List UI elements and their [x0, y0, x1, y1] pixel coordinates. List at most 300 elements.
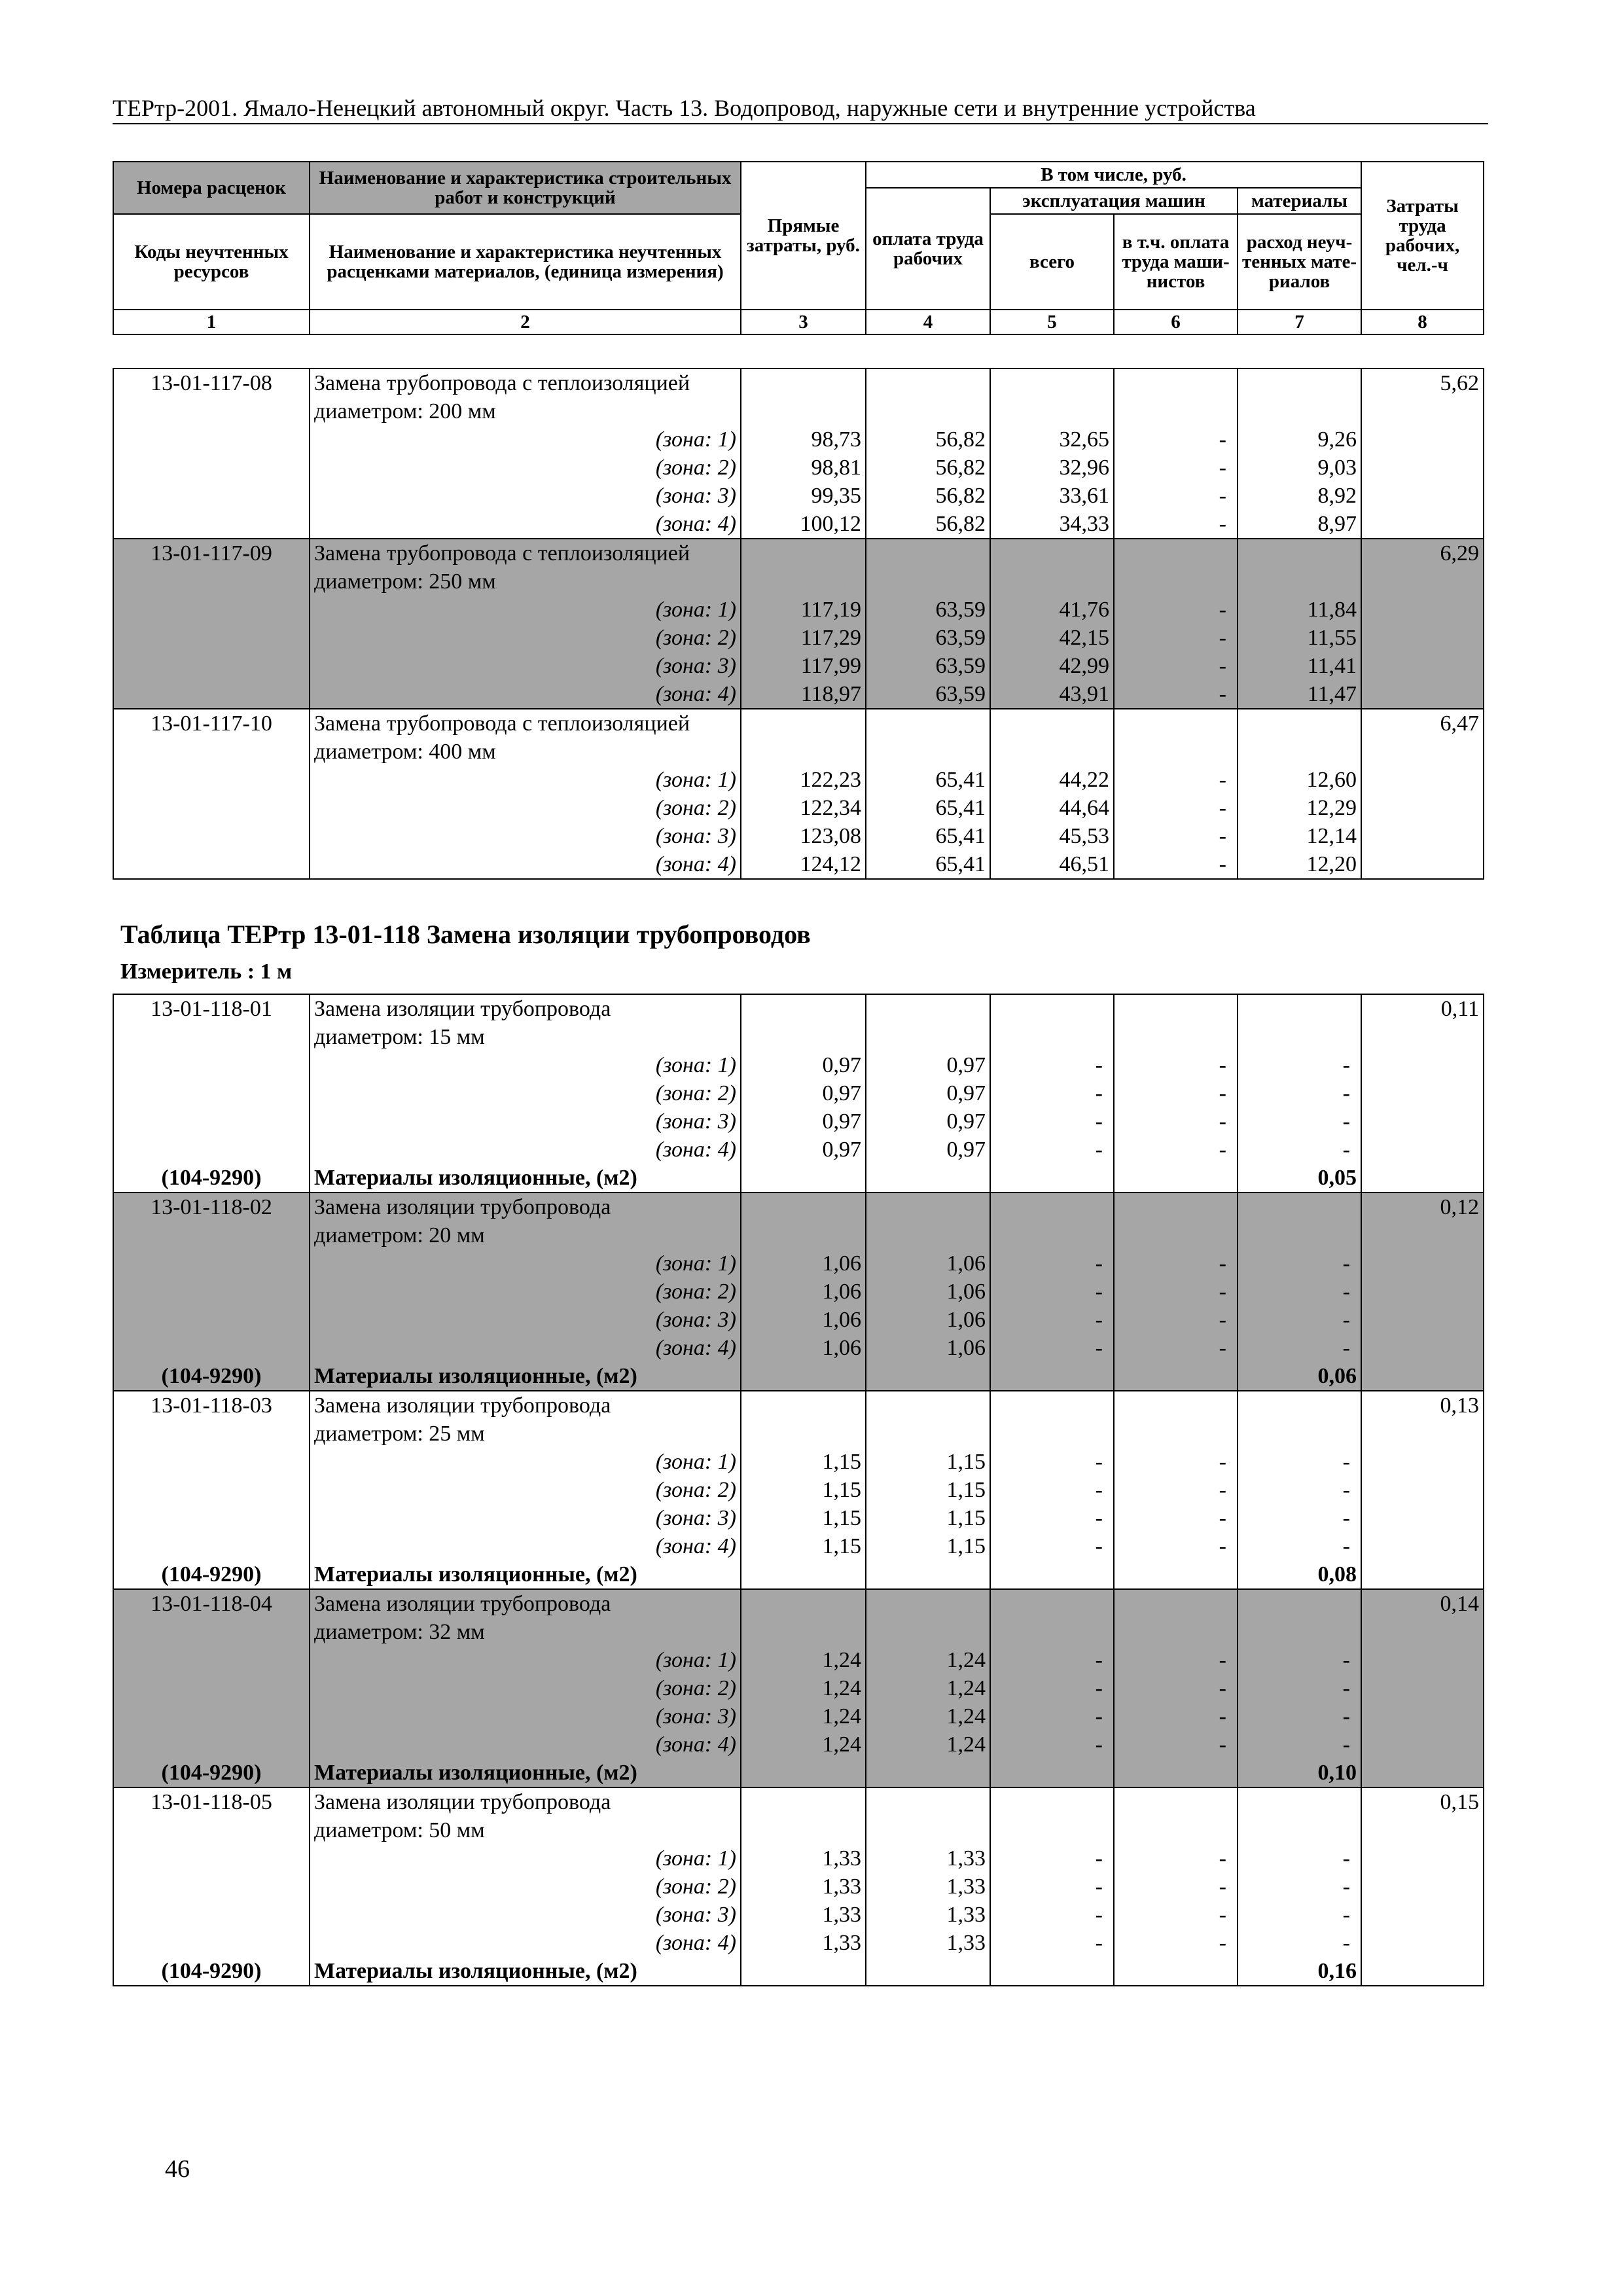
materials-cost: 11,41	[1238, 652, 1361, 680]
materials-cost: -	[1238, 1448, 1361, 1476]
empty-cell	[1238, 738, 1361, 766]
empty-cell	[990, 1589, 1114, 1618]
empty-cell	[1114, 1420, 1238, 1448]
empty-cell	[990, 567, 1114, 596]
machinist-pay: -	[1114, 680, 1238, 709]
empty-cell	[990, 1391, 1114, 1420]
empty-cell	[866, 1589, 990, 1618]
table-row	[113, 850, 1484, 879]
direct-cost: 0,97	[741, 1107, 866, 1136]
machinist-pay: -	[1114, 1646, 1238, 1674]
empty-cell	[113, 1532, 310, 1560]
empty-cell	[741, 1023, 866, 1051]
direct-cost: 1,33	[741, 1901, 866, 1929]
zone-label: (зона: 4)	[310, 510, 741, 539]
resource-quantity: 0,08	[1238, 1560, 1361, 1589]
empty-cell	[741, 994, 866, 1023]
labor-pay: 1,06	[866, 1306, 990, 1334]
empty-cell	[1114, 1759, 1238, 1787]
machinist-pay: -	[1114, 1702, 1238, 1731]
empty-cell	[113, 652, 310, 680]
col-codes-header: Номера расценок	[113, 162, 310, 214]
machinist-pay: -	[1114, 596, 1238, 624]
direct-cost: 1,15	[741, 1476, 866, 1504]
empty-cell	[1114, 1957, 1238, 1986]
empty-cell	[1114, 1023, 1238, 1051]
table-row	[113, 567, 1484, 596]
page-number: 46	[165, 2155, 190, 2183]
direct-cost: 1,06	[741, 1306, 866, 1334]
table-row	[113, 1193, 1484, 1221]
empty-cell	[990, 1164, 1114, 1193]
direct-cost: 1,33	[741, 1873, 866, 1901]
direct-cost: 1,24	[741, 1674, 866, 1702]
empty-cell	[990, 994, 1114, 1023]
empty-cell	[113, 1107, 310, 1136]
machinist-pay: -	[1114, 794, 1238, 822]
machinist-pay: -	[1114, 1107, 1238, 1136]
zone-label: (зона: 4)	[310, 1136, 741, 1164]
work-name: Замена изоляции трубопровода	[310, 1589, 741, 1618]
empty-cell	[1238, 397, 1361, 425]
machinist-pay: -	[1114, 1929, 1238, 1957]
empty-cell	[1238, 994, 1361, 1023]
empty-cell	[741, 1560, 866, 1589]
empty-cell	[741, 368, 866, 397]
labor-pay: 63,59	[866, 680, 990, 709]
resource-name: Материалы изоляционные, (м2)	[310, 1759, 741, 1787]
machine-cost: -	[990, 1646, 1114, 1674]
empty-cell	[1361, 1362, 1484, 1391]
empty-cell	[1361, 1731, 1484, 1759]
empty-cell	[1361, 1560, 1484, 1589]
empty-cell	[1238, 1618, 1361, 1646]
empty-cell	[113, 1278, 310, 1306]
empty-cell	[1238, 368, 1361, 397]
empty-cell	[1361, 510, 1484, 539]
labor-pay: 1,06	[866, 1334, 990, 1362]
materials-cost: -	[1238, 1476, 1361, 1504]
table-row	[113, 709, 1484, 738]
machine-cost: 34,33	[990, 510, 1114, 539]
table-row	[113, 1362, 1484, 1391]
machine-cost: -	[990, 1844, 1114, 1873]
labor-pay: 1,33	[866, 1873, 990, 1901]
zone-label: (зона: 2)	[310, 1873, 741, 1901]
machine-cost: -	[990, 1873, 1114, 1901]
empty-cell	[1114, 738, 1238, 766]
machinist-pay: -	[1114, 425, 1238, 454]
empty-cell	[741, 1589, 866, 1618]
materials-cost: -	[1238, 1306, 1361, 1334]
empty-cell	[113, 1249, 310, 1278]
resource-code: (104-9290)	[113, 1957, 310, 1986]
direct-cost: 100,12	[741, 510, 866, 539]
labor-pay: 65,41	[866, 850, 990, 879]
empty-cell	[1361, 850, 1484, 879]
empty-cell	[1114, 1391, 1238, 1420]
resource-code: (104-9290)	[113, 1362, 310, 1391]
empty-cell	[1361, 1420, 1484, 1448]
labor-pay: 63,59	[866, 624, 990, 652]
empty-cell	[113, 738, 310, 766]
empty-cell	[866, 1618, 990, 1646]
direct-cost: 99,35	[741, 482, 866, 510]
machine-cost: -	[990, 1136, 1114, 1164]
table-row	[113, 738, 1484, 766]
empty-cell	[741, 1193, 866, 1221]
empty-cell	[990, 1193, 1114, 1221]
table-row	[113, 425, 1484, 454]
empty-cell	[1361, 1249, 1484, 1278]
machine-cost: 44,64	[990, 794, 1114, 822]
machinist-pay: -	[1114, 624, 1238, 652]
materials-cost: 12,60	[1238, 766, 1361, 794]
zone-label: (зона: 4)	[310, 1334, 741, 1362]
empty-cell	[1361, 454, 1484, 482]
col-name-header: Наименование и характеристика строительных работ и конструкций	[310, 162, 741, 214]
materials-cost: -	[1238, 1674, 1361, 1702]
machinist-pay: -	[1114, 510, 1238, 539]
labor-pay: 1,24	[866, 1646, 990, 1674]
col-materials-header: материалы	[1238, 188, 1361, 214]
empty-cell	[1361, 1306, 1484, 1334]
empty-cell	[113, 1929, 310, 1957]
table-row	[113, 1476, 1484, 1504]
empty-cell	[741, 567, 866, 596]
direct-cost: 118,97	[741, 680, 866, 709]
labor-pay: 1,24	[866, 1674, 990, 1702]
table-row	[113, 397, 1484, 425]
machine-cost: 33,61	[990, 482, 1114, 510]
empty-cell	[113, 482, 310, 510]
labor-cost: 0,11	[1361, 994, 1484, 1023]
materials-cost: 9,03	[1238, 454, 1361, 482]
empty-cell	[1361, 794, 1484, 822]
table-row	[113, 794, 1484, 822]
machinist-pay: -	[1114, 1136, 1238, 1164]
table-row	[113, 1136, 1484, 1164]
empty-cell	[990, 1023, 1114, 1051]
labor-cost: 0,14	[1361, 1589, 1484, 1618]
col-incl-header: В том числе, руб.	[866, 162, 1361, 188]
machine-cost: 32,96	[990, 454, 1114, 482]
empty-cell	[990, 738, 1114, 766]
empty-cell	[1114, 1618, 1238, 1646]
empty-cell	[113, 1136, 310, 1164]
table-row	[113, 1618, 1484, 1646]
materials-cost: -	[1238, 1532, 1361, 1560]
col-number: 4	[866, 310, 990, 334]
materials-cost: -	[1238, 1873, 1361, 1901]
empty-cell	[1114, 1362, 1238, 1391]
labor-pay: 65,41	[866, 794, 990, 822]
resource-name: Материалы изоляционные, (м2)	[310, 1362, 741, 1391]
empty-cell	[1238, 1023, 1361, 1051]
table-row	[113, 1249, 1484, 1278]
table-row	[113, 822, 1484, 850]
empty-cell	[1361, 1532, 1484, 1560]
empty-cell	[1114, 1787, 1238, 1816]
empty-cell	[1361, 822, 1484, 850]
empty-cell	[741, 1164, 866, 1193]
resource-quantity: 0,16	[1238, 1957, 1361, 1986]
resource-quantity: 0,05	[1238, 1164, 1361, 1193]
work-diameter: диаметром: 250 мм	[310, 567, 741, 596]
empty-cell	[113, 1816, 310, 1844]
zone-label: (зона: 3)	[310, 822, 741, 850]
labor-pay: 65,41	[866, 766, 990, 794]
col-codes-subheader: Коды неучтенных ресурсов	[113, 214, 310, 310]
col-number: 7	[1238, 310, 1361, 334]
labor-pay: 1,33	[866, 1929, 990, 1957]
zone-label: (зона: 4)	[310, 680, 741, 709]
empty-cell	[990, 368, 1114, 397]
empty-cell	[1361, 1278, 1484, 1306]
empty-cell	[1114, 567, 1238, 596]
empty-cell	[113, 1873, 310, 1901]
empty-cell	[741, 1787, 866, 1816]
zone-label: (зона: 1)	[310, 596, 741, 624]
table-row	[113, 368, 1484, 397]
empty-cell	[1238, 1589, 1361, 1618]
labor-pay: 0,97	[866, 1136, 990, 1164]
materials-cost: -	[1238, 1107, 1361, 1136]
materials-cost: -	[1238, 1702, 1361, 1731]
empty-cell	[1361, 596, 1484, 624]
zone-label: (зона: 3)	[310, 1901, 741, 1929]
measure-unit: Измеритель : 1 м	[120, 960, 293, 984]
empty-cell	[741, 1221, 866, 1249]
zone-label: (зона: 2)	[310, 1476, 741, 1504]
rate-code: 13-01-118-01	[113, 994, 310, 1023]
empty-cell	[1361, 1164, 1484, 1193]
empty-cell	[866, 1193, 990, 1221]
empty-cell	[741, 1420, 866, 1448]
empty-cell	[113, 1646, 310, 1674]
zone-label: (зона: 3)	[310, 652, 741, 680]
empty-cell	[1361, 1107, 1484, 1136]
empty-cell	[866, 567, 990, 596]
table-row	[113, 510, 1484, 539]
rate-code: 13-01-117-08	[113, 368, 310, 397]
empty-cell	[1114, 1193, 1238, 1221]
empty-cell	[113, 1674, 310, 1702]
empty-cell	[990, 1362, 1114, 1391]
empty-cell	[113, 680, 310, 709]
empty-cell	[113, 1476, 310, 1504]
work-name: Замена трубопровода с теплоизоляцией	[310, 709, 741, 738]
empty-cell	[113, 425, 310, 454]
empty-cell	[866, 539, 990, 567]
empty-cell	[866, 1759, 990, 1787]
empty-cell	[113, 624, 310, 652]
work-name: Замена изоляции трубопровода	[310, 1787, 741, 1816]
empty-cell	[741, 738, 866, 766]
zone-label: (зона: 3)	[310, 1702, 741, 1731]
direct-cost: 1,24	[741, 1731, 866, 1759]
work-diameter: диаметром: 400 мм	[310, 738, 741, 766]
empty-cell	[113, 1731, 310, 1759]
resource-name: Материалы изоляционные, (м2)	[310, 1560, 741, 1589]
empty-cell	[990, 1759, 1114, 1787]
col-number: 5	[990, 310, 1114, 334]
zone-label: (зона: 3)	[310, 1306, 741, 1334]
zone-label: (зона: 4)	[310, 850, 741, 879]
empty-cell	[1238, 1420, 1361, 1448]
empty-cell	[1238, 1193, 1361, 1221]
machine-cost: -	[990, 1901, 1114, 1929]
empty-cell	[1114, 539, 1238, 567]
work-diameter: диаметром: 50 мм	[310, 1816, 741, 1844]
work-diameter: диаметром: 32 мм	[310, 1618, 741, 1646]
empty-cell	[866, 368, 990, 397]
empty-cell	[113, 397, 310, 425]
rates-table-118	[113, 994, 1484, 1986]
empty-cell	[1361, 1674, 1484, 1702]
materials-cost: -	[1238, 1136, 1361, 1164]
zone-label: (зона: 2)	[310, 794, 741, 822]
materials-cost: 12,20	[1238, 850, 1361, 879]
zone-label: (зона: 1)	[310, 1448, 741, 1476]
resource-code: (104-9290)	[113, 1560, 310, 1589]
empty-cell	[113, 822, 310, 850]
machine-cost: 43,91	[990, 680, 1114, 709]
direct-cost: 123,08	[741, 822, 866, 850]
table-row	[113, 1107, 1484, 1136]
empty-cell	[866, 1023, 990, 1051]
empty-cell	[866, 738, 990, 766]
labor-pay: 0,97	[866, 1107, 990, 1136]
machinist-pay: -	[1114, 652, 1238, 680]
labor-cost: 0,15	[1361, 1787, 1484, 1816]
table-row	[113, 1504, 1484, 1532]
empty-cell	[1361, 1221, 1484, 1249]
direct-cost: 1,06	[741, 1334, 866, 1362]
empty-cell	[1238, 1816, 1361, 1844]
rate-code: 13-01-117-10	[113, 709, 310, 738]
empty-cell	[113, 1901, 310, 1929]
empty-cell	[1361, 482, 1484, 510]
work-diameter: диаметром: 20 мм	[310, 1221, 741, 1249]
col-mach-pay-header: в т.ч. оплата труда маши-нистов	[1114, 214, 1238, 310]
direct-cost: 122,23	[741, 766, 866, 794]
table-row	[113, 1420, 1484, 1448]
table-row	[113, 1816, 1484, 1844]
resource-name: Материалы изоляционные, (м2)	[310, 1164, 741, 1193]
col-direct-header: Прямые затраты, руб.	[741, 162, 866, 310]
empty-cell	[1361, 1929, 1484, 1957]
direct-cost: 1,15	[741, 1532, 866, 1560]
resource-code: (104-9290)	[113, 1759, 310, 1787]
col-labor-header: Затраты труда рабочих, чел.-ч	[1361, 162, 1484, 310]
machinist-pay: -	[1114, 1306, 1238, 1334]
empty-cell	[990, 1420, 1114, 1448]
empty-cell	[1361, 397, 1484, 425]
work-diameter: диаметром: 200 мм	[310, 397, 741, 425]
machine-cost: -	[990, 1278, 1114, 1306]
zone-label: (зона: 3)	[310, 1107, 741, 1136]
empty-cell	[741, 709, 866, 738]
machinist-pay: -	[1114, 1873, 1238, 1901]
empty-cell	[866, 709, 990, 738]
table-row	[113, 1873, 1484, 1901]
labor-pay: 1,15	[866, 1504, 990, 1532]
empty-cell	[1114, 1221, 1238, 1249]
work-name: Замена изоляции трубопровода	[310, 1193, 741, 1221]
machine-cost: -	[990, 1702, 1114, 1731]
machine-cost: 42,99	[990, 652, 1114, 680]
direct-cost: 117,19	[741, 596, 866, 624]
table-row	[113, 1221, 1484, 1249]
empty-cell	[866, 1221, 990, 1249]
machine-cost: -	[990, 1929, 1114, 1957]
labor-cost: 6,29	[1361, 539, 1484, 567]
machinist-pay: -	[1114, 1249, 1238, 1278]
direct-cost: 1,06	[741, 1249, 866, 1278]
empty-cell	[113, 850, 310, 879]
direct-cost: 1,24	[741, 1646, 866, 1674]
direct-cost: 122,34	[741, 794, 866, 822]
col-pay-header: оплата труда рабочих	[866, 188, 990, 310]
machine-cost: 42,15	[990, 624, 1114, 652]
col-number: 6	[1114, 310, 1238, 334]
machinist-pay: -	[1114, 822, 1238, 850]
labor-pay: 56,82	[866, 454, 990, 482]
table-row	[113, 1532, 1484, 1560]
empty-cell	[1114, 368, 1238, 397]
table-row	[113, 1646, 1484, 1674]
empty-cell	[113, 1051, 310, 1079]
empty-cell	[1361, 1618, 1484, 1646]
table-row	[113, 1731, 1484, 1759]
empty-cell	[1361, 1136, 1484, 1164]
materials-cost: -	[1238, 1278, 1361, 1306]
table-row	[113, 1957, 1484, 1986]
empty-cell	[113, 567, 310, 596]
direct-cost: 98,73	[741, 425, 866, 454]
labor-cost: 6,47	[1361, 709, 1484, 738]
empty-cell	[1361, 1702, 1484, 1731]
zone-label: (зона: 1)	[310, 1051, 741, 1079]
table-row	[113, 1391, 1484, 1420]
zone-label: (зона: 1)	[310, 425, 741, 454]
materials-cost: 12,29	[1238, 794, 1361, 822]
empty-cell	[1361, 1023, 1484, 1051]
machine-cost: 44,22	[990, 766, 1114, 794]
direct-cost: 0,97	[741, 1051, 866, 1079]
empty-cell	[1361, 1759, 1484, 1787]
empty-cell	[990, 1787, 1114, 1816]
table-title: Таблица ТЕРтр 13-01-118 Замена изоляции трубопроводов	[120, 920, 811, 949]
machine-cost: 45,53	[990, 822, 1114, 850]
empty-cell	[866, 1787, 990, 1816]
labor-pay: 63,59	[866, 652, 990, 680]
work-name: Замена трубопровода с теплоизоляцией	[310, 539, 741, 567]
machinist-pay: -	[1114, 1051, 1238, 1079]
empty-cell	[113, 1504, 310, 1532]
empty-cell	[1238, 539, 1361, 567]
col-machines-header: эксплуатация машин	[990, 188, 1238, 214]
empty-cell	[990, 1618, 1114, 1646]
empty-cell	[113, 1844, 310, 1873]
machinist-pay: -	[1114, 1731, 1238, 1759]
table-row	[113, 1023, 1484, 1051]
machine-cost: -	[990, 1334, 1114, 1362]
empty-cell	[113, 1023, 310, 1051]
col-number: 1	[113, 310, 310, 334]
empty-cell	[1361, 1957, 1484, 1986]
